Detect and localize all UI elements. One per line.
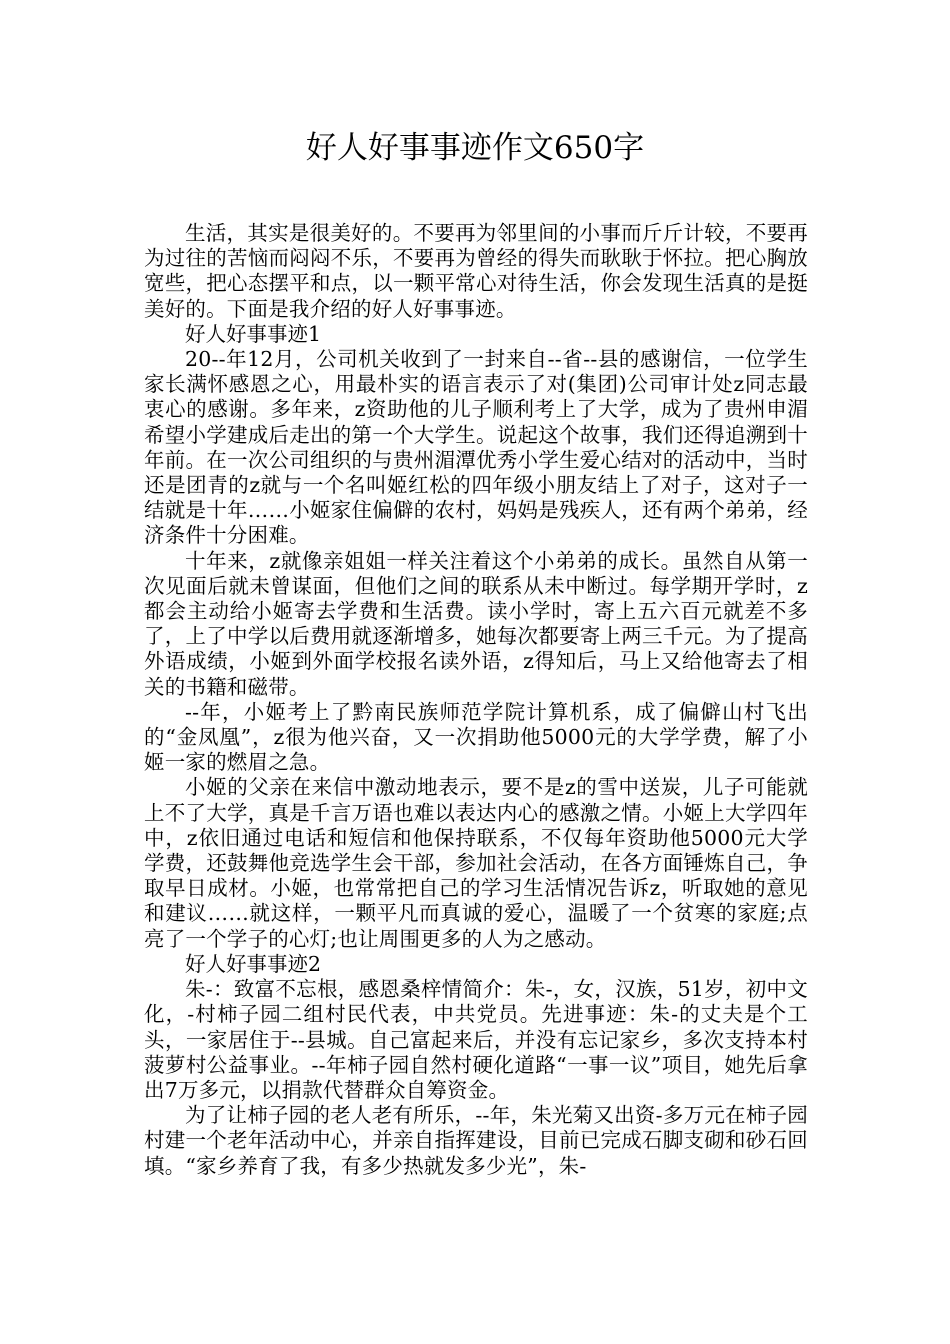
- paragraph: 为了让柿子园的老人老有所乐，--年，朱光菊又出资-多万元在柿子园村建一个老年活动中心，并亲自指挥建设，目前已完成石脚支砌和砂石回填。“家乡养育了我，有多少热就发多少光”，朱-: [144, 1103, 808, 1178]
- paragraph: --年，小姬考上了黔南民族师范学院计算机系，成了偏僻山村飞出的“金凤凰”，z很为他兴奋，又一次捐助他5000元的大学学费，解了小姬一家的燃眉之急。: [144, 699, 808, 775]
- section-heading-1: 好人好事事迹1: [185, 321, 322, 346]
- paragraph-intro: 生活，其实是很美好的。不要再为邻里间的小事而斤斤计较，不要再为过往的苦恼而闷闷不乐，不要再为曾经的得失而耿耿于怀拉。把心胸放宽些，把心态摆平和点，以一颗平常心对待生活，你会发现生活真的是挺美好的。下面是我介绍的好人好事事迹。: [144, 221, 808, 321]
- paragraph: 十年来，z就像亲姐姐一样关注着这个小弟弟的成长。虽然自从第一次见面后就未曾谋面，但他们之间的联系从未中断过。每学期开学时，z都会主动给小姬寄去学费和生活费。读小学时，寄上五六百元就差不多了，上了中学以后费用就逐渐增多，她每次都要寄上两三千元。为了提高外语成绩，小姬到外面学校报名读外语，z得知后，马上又给他寄去了相关的书籍和磁带。: [144, 548, 808, 699]
- paragraph: 20--年12月，公司机关收到了一封来自--省--县的感谢信，一位学生家长满怀感恩之心，用最朴实的语言表示了对(集团)公司审计处z同志最衷心的感谢。多年来，z资助他的儿子顺利考上了大学，成为了贵州申湄希望小学建成后走出的第一个大学生。说起这个故事，我们还得追溯到十年前。在一次公司组织的与贵州湄潭优秀小学生爱心结对的活动中，当时还是团青的z就与一个名叫姬红松的四年级小朋友结上了对子，这对子一结就是十年……小姬家住偏僻的农村，妈妈是残疾人，还有两个弟弟，经济条件十分困难。: [144, 347, 808, 548]
- paragraph: 小姬的父亲在来信中激动地表示，要不是z的雪中送炭，儿子可能就上不了大学，真是千言万语也难以表达内心的感激之情。小姬上大学四年中，z依旧通过电话和短信和他保持联系，不仅每年资助他5000元大学学费，还鼓舞他竞选学生会干部，参加社会活动，在各方面锤炼自己，争取早日成材。小姬，也常常把自己的学习生活情况告诉z，听取她的意见和建议……就这样，一颗平凡而真诚的爱心，温暖了一个贫寒的家庭;点亮了一个学子的心灯;也让周围更多的人为之感动。: [144, 775, 808, 951]
- page-title: 好人好事事迹作文650字: [305, 130, 645, 166]
- document-body: [144, 221, 808, 1179]
- section-heading-2: 好人好事事迹2: [185, 951, 322, 976]
- paragraph: 朱-：致富不忘根，感恩桑梓情简介：朱-，女，汉族，51岁，初中文化，-村柿子园二组村民代表，中共党员。先进事迹：朱-的丈夫是个工头，一家居住于--县城。自己富起来后，并没有忘记家乡，多次支持本村菠萝村公益事业。--年柿子园自然村硬化道路“一事一议”项目，她先后拿出7万多元，以捐款代替群众自筹资金。: [144, 977, 808, 1102]
